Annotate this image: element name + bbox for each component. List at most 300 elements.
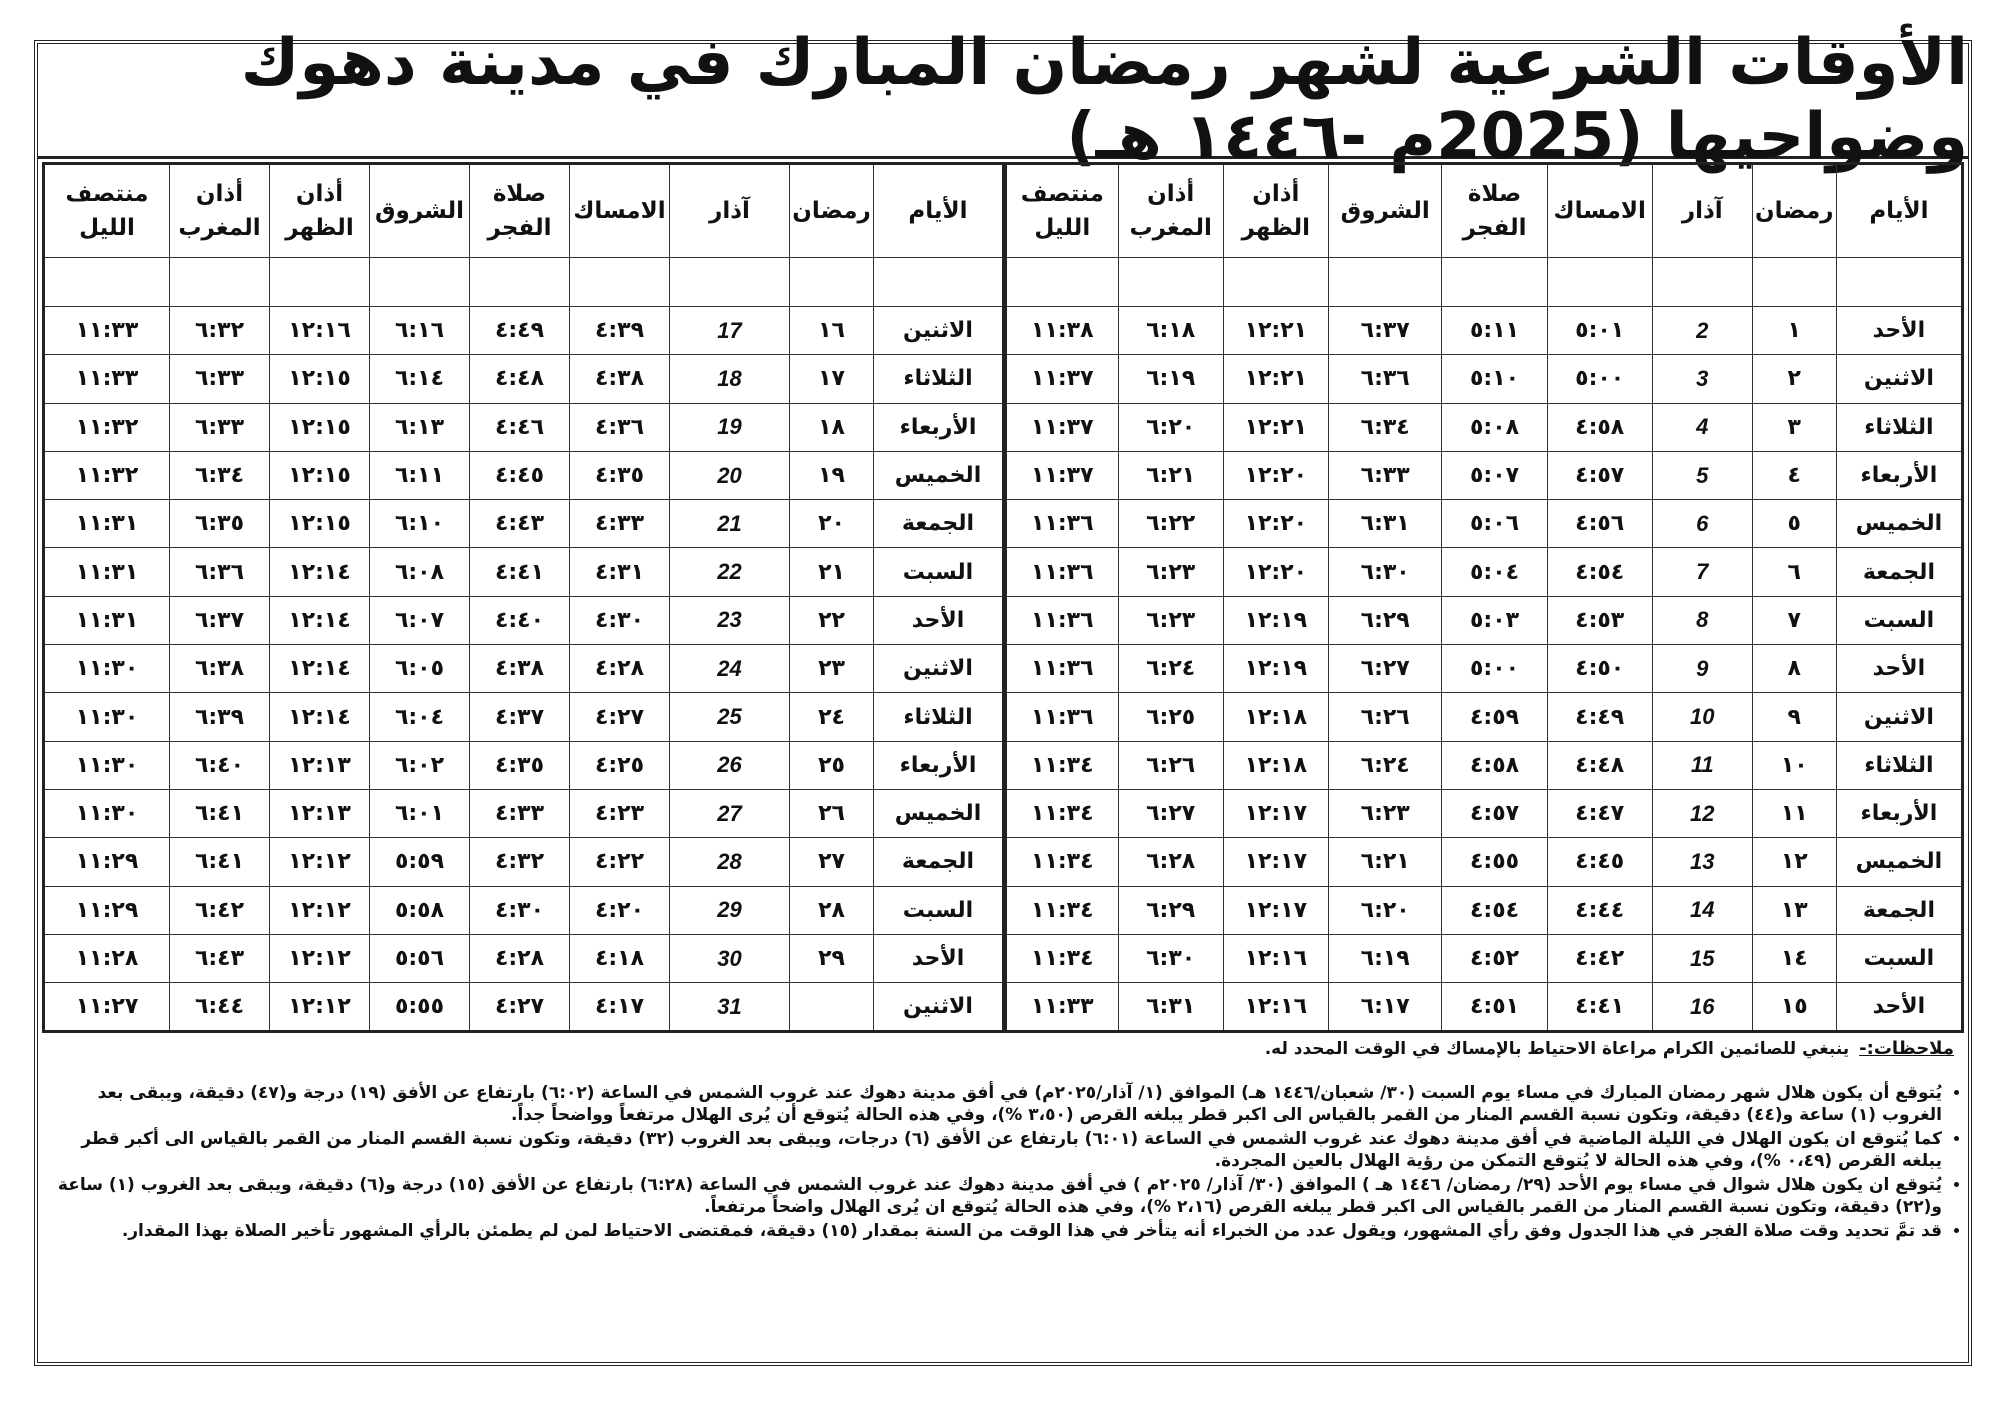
table-row xyxy=(44,500,1004,548)
table-row xyxy=(1006,403,1963,451)
ramadan-day-cell: ١٥ xyxy=(1752,983,1836,1032)
maghrib-time-cell: ٦:٤٤ xyxy=(170,983,270,1032)
dhuhr-time-cell: ١٢:١٤ xyxy=(270,693,370,741)
imsak-time-cell: ٤:٣٦ xyxy=(570,403,670,451)
imsak-time-cell: ٤:٣٨ xyxy=(570,355,670,403)
dhuhr-time-cell: ١٢:١٦ xyxy=(1223,934,1328,982)
imsak-time-cell: ٥:٠٠ xyxy=(1547,355,1652,403)
dhuhr-time-cell: ١٢:١٨ xyxy=(1223,741,1328,789)
maghrib-time-cell: ٦:٤٣ xyxy=(170,934,270,982)
sunrise-time-cell: ٦:٢٠ xyxy=(1328,886,1442,934)
march-date-cell: 21 xyxy=(670,500,790,548)
day-cell: الأحد xyxy=(1836,983,1962,1032)
notes-label: ملاحظات:- xyxy=(1859,1038,1954,1059)
sunrise-time-cell: ٥:٥٨ xyxy=(370,886,470,934)
imsak-time-cell: ٤:١٧ xyxy=(570,983,670,1032)
imsak-time-cell: ٤:٤٥ xyxy=(1547,838,1652,886)
dhuhr-time-cell: ١٢:٢٠ xyxy=(1223,500,1328,548)
day-cell: الثلاثاء xyxy=(1836,741,1962,789)
fajr-time-cell: ٥:٠٨ xyxy=(1442,403,1547,451)
day-cell: الاثنين xyxy=(874,645,1004,693)
march-date-cell: 4 xyxy=(1652,403,1752,451)
midnight-time-cell: ١١:٣٠ xyxy=(44,693,170,741)
sunrise-time-cell: ٦:٣٠ xyxy=(1328,548,1442,596)
table-row xyxy=(1006,355,1963,403)
ramadan-day-cell: ٢٤ xyxy=(790,693,874,741)
maghrib-time-cell: ٦:٣٩ xyxy=(170,693,270,741)
march-date-cell: 12 xyxy=(1652,789,1752,837)
sunrise-time-cell: ٦:٣٤ xyxy=(1328,403,1442,451)
sunrise-time-cell: ٦:٣٦ xyxy=(1328,355,1442,403)
day-cell: الثلاثاء xyxy=(874,355,1004,403)
column-header: أذان الظهر xyxy=(1223,164,1328,258)
sunrise-time-cell: ٦:٣١ xyxy=(1328,500,1442,548)
sunrise-time-cell: ٦:١٦ xyxy=(370,307,470,355)
imsak-time-cell: ٤:٥٧ xyxy=(1547,451,1652,499)
fajr-time-cell: ٤:٥٢ xyxy=(1442,934,1547,982)
dhuhr-time-cell: ١٢:١٧ xyxy=(1223,789,1328,837)
maghrib-time-cell: ٦:٢٠ xyxy=(1118,403,1223,451)
column-header: الامساك xyxy=(570,164,670,258)
dhuhr-time-cell: ١٢:٢٠ xyxy=(1223,451,1328,499)
fajr-time-cell: ٤:٤٠ xyxy=(470,596,570,644)
march-date-cell: 11 xyxy=(1652,741,1752,789)
imsak-time-cell: ٥:٠١ xyxy=(1547,307,1652,355)
imsak-time-cell: ٤:٢٨ xyxy=(570,645,670,693)
column-header: الأيام xyxy=(1836,164,1962,258)
day-cell: الاثنين xyxy=(1836,693,1962,741)
sunrise-time-cell: ٦:٢٩ xyxy=(1328,596,1442,644)
maghrib-time-cell: ٦:٣٢ xyxy=(170,307,270,355)
fajr-time-cell: ٤:٥٧ xyxy=(1442,789,1547,837)
ramadan-day-cell: ٩ xyxy=(1752,693,1836,741)
march-date-cell: 5 xyxy=(1652,451,1752,499)
maghrib-time-cell: ٦:٣٨ xyxy=(170,645,270,693)
column-header: منتصف الليل xyxy=(1006,164,1119,258)
table-row xyxy=(1006,934,1963,982)
maghrib-time-cell: ٦:٢٩ xyxy=(1118,886,1223,934)
sunrise-time-cell: ٦:١٧ xyxy=(1328,983,1442,1032)
ramadan-day-cell: ١٩ xyxy=(790,451,874,499)
march-date-cell: 30 xyxy=(670,934,790,982)
day-cell: الثلاثاء xyxy=(874,693,1004,741)
fajr-time-cell: ٤:٣٢ xyxy=(470,838,570,886)
ramadan-day-cell: ٢١ xyxy=(790,548,874,596)
day-cell: الأربعاء xyxy=(874,403,1004,451)
maghrib-time-cell: ٦:٣٥ xyxy=(170,500,270,548)
ramadan-day-cell: ٢٩ xyxy=(790,934,874,982)
dhuhr-time-cell: ١٢:١٦ xyxy=(270,307,370,355)
sunrise-time-cell: ٦:٠٨ xyxy=(370,548,470,596)
dhuhr-time-cell: ١٢:١٥ xyxy=(270,403,370,451)
midnight-time-cell: ١١:٢٨ xyxy=(44,934,170,982)
tables-area xyxy=(42,162,1964,1032)
dhuhr-time-cell: ١٢:١٣ xyxy=(270,789,370,837)
column-header: آذار xyxy=(1652,164,1752,258)
column-header: صلاة الفجر xyxy=(470,164,570,258)
day-cell: الجمعة xyxy=(1836,548,1962,596)
column-header: الامساك xyxy=(1547,164,1652,258)
table-row xyxy=(1006,838,1963,886)
fajr-time-cell: ٤:٢٨ xyxy=(470,934,570,982)
imsak-time-cell: ٤:٤٧ xyxy=(1547,789,1652,837)
maghrib-time-cell: ٦:٣٣ xyxy=(170,355,270,403)
ramadan-day-cell: ١٣ xyxy=(1752,886,1836,934)
column-header: صلاة الفجر xyxy=(1442,164,1547,258)
table-row xyxy=(44,596,1004,644)
ramadan-day-cell: ٣ xyxy=(1752,403,1836,451)
sunrise-time-cell: ٦:١٤ xyxy=(370,355,470,403)
imsak-time-cell: ٤:٤١ xyxy=(1547,983,1652,1032)
header-row xyxy=(44,164,1004,258)
maghrib-time-cell: ٦:٢٦ xyxy=(1118,741,1223,789)
imsak-time-cell: ٤:٣٩ xyxy=(570,307,670,355)
day-cell: الاثنين xyxy=(1836,355,1962,403)
imsak-time-cell: ٤:٢٥ xyxy=(570,741,670,789)
maghrib-time-cell: ٦:٢٢ xyxy=(1118,500,1223,548)
fajr-time-cell: ٤:٣٧ xyxy=(470,693,570,741)
sunrise-time-cell: ٦:٠٥ xyxy=(370,645,470,693)
midnight-time-cell: ١١:٣١ xyxy=(44,548,170,596)
table-row xyxy=(44,403,1004,451)
day-cell: الأربعاء xyxy=(1836,789,1962,837)
imsak-time-cell: ٤:٥٦ xyxy=(1547,500,1652,548)
march-date-cell: 23 xyxy=(670,596,790,644)
column-header: أذان الظهر xyxy=(270,164,370,258)
imsak-time-cell: ٤:٣١ xyxy=(570,548,670,596)
sunrise-time-cell: ٦:٠١ xyxy=(370,789,470,837)
notes-list xyxy=(48,1082,1958,1242)
column-header: الشروق xyxy=(1328,164,1442,258)
ramadan-day-cell: ٥ xyxy=(1752,500,1836,548)
midnight-time-cell: ١١:٣٠ xyxy=(44,789,170,837)
header-row xyxy=(1006,164,1963,258)
ramadan-day-cell: ١١ xyxy=(1752,789,1836,837)
fajr-time-cell: ٤:٤٦ xyxy=(470,403,570,451)
day-cell: الجمعة xyxy=(1836,886,1962,934)
march-date-cell: 10 xyxy=(1652,693,1752,741)
march-date-cell: 25 xyxy=(670,693,790,741)
spacer-row xyxy=(1006,258,1963,307)
column-header: الأيام xyxy=(874,164,1004,258)
maghrib-time-cell: ٦:٢٥ xyxy=(1118,693,1223,741)
table-row xyxy=(44,983,1004,1032)
midnight-time-cell: ١١:٣٦ xyxy=(1006,596,1119,644)
midnight-time-cell: ١١:٣١ xyxy=(44,596,170,644)
march-date-cell: 3 xyxy=(1652,355,1752,403)
table-row xyxy=(1006,983,1963,1032)
maghrib-time-cell: ٦:١٩ xyxy=(1118,355,1223,403)
note-item: • قد تمَّ تحديد وقت صلاة الفجر في هذا الجدول وفق رأي المشهور، ويقول عدد من الخبراء أنه يتأخر في هذا الوقت من السنة بمقدار (١٥) دقيقة، فمقتضى الاحتياط لمن لم يطمئن بالرأي المشهور تأخير الصلاة بهذا المقدار. xyxy=(48,1220,1942,1242)
maghrib-time-cell: ٦:٤١ xyxy=(170,838,270,886)
fajr-time-cell: ٤:٤١ xyxy=(470,548,570,596)
maghrib-time-cell: ٦:١٨ xyxy=(1118,307,1223,355)
table-row xyxy=(44,934,1004,982)
midnight-time-cell: ١١:٢٩ xyxy=(44,838,170,886)
fajr-time-cell: ٤:٣٨ xyxy=(470,645,570,693)
dhuhr-time-cell: ١٢:١٥ xyxy=(270,500,370,548)
fajr-time-cell: ٥:٠٦ xyxy=(1442,500,1547,548)
ramadan-day-cell: ٧ xyxy=(1752,596,1836,644)
table-row xyxy=(1006,693,1963,741)
ramadan-day-cell: ٢٧ xyxy=(790,838,874,886)
fajr-time-cell: ٤:٤٩ xyxy=(470,307,570,355)
spacer-row xyxy=(44,258,1004,307)
fajr-time-cell: ٥:٠٧ xyxy=(1442,451,1547,499)
day-cell: الاثنين xyxy=(874,307,1004,355)
ramadan-day-cell: ٦ xyxy=(1752,548,1836,596)
ramadan-day-cell: ٢٦ xyxy=(790,789,874,837)
imsak-time-cell: ٤:١٨ xyxy=(570,934,670,982)
fajr-time-cell: ٤:٤٨ xyxy=(470,355,570,403)
fajr-time-cell: ٥:١٠ xyxy=(1442,355,1547,403)
march-date-cell: 8 xyxy=(1652,596,1752,644)
day-cell: الأحد xyxy=(874,596,1004,644)
day-cell: السبت xyxy=(1836,934,1962,982)
midnight-time-cell: ١١:٣٧ xyxy=(1006,355,1119,403)
march-date-cell: 28 xyxy=(670,838,790,886)
table-row xyxy=(1006,548,1963,596)
midnight-time-cell: ١١:٣١ xyxy=(44,500,170,548)
ramadan-day-cell: ١٦ xyxy=(790,307,874,355)
imsak-time-cell: ٤:٤٨ xyxy=(1547,741,1652,789)
column-header: آذار xyxy=(670,164,790,258)
table-row xyxy=(44,307,1004,355)
midnight-time-cell: ١١:٣٧ xyxy=(1006,451,1119,499)
sunrise-time-cell: ٦:٠٤ xyxy=(370,693,470,741)
table-row xyxy=(1006,307,1963,355)
day-cell: الأربعاء xyxy=(1836,451,1962,499)
dhuhr-time-cell: ١٢:١٥ xyxy=(270,451,370,499)
day-cell: الخميس xyxy=(874,451,1004,499)
midnight-time-cell: ١١:٣٣ xyxy=(44,307,170,355)
dhuhr-time-cell: ١٢:١٩ xyxy=(1223,645,1328,693)
note-item: • يُتوقع ان يكون هلال شوال في مساء يوم الأحد (٢٩/ رمضان/ ١٤٤٦ هـ ) الموافق (٣٠/ آذار/ ٢٠٢٥م ) في أفق مدينة دهوك عند غروب الشمس في الساعة (٦:٢٨) بارتفاع عن الأفق (١٥) درجة و(٦) دقيقة، ويبقى بعد الغروب (١) ساعة و(٢٢) دقيقة، وتكون نسبة القسم المنار من القمر بالقياس الى اكبر قطر يبلغه القرص (٢،١٦ %)، وفي هذه الحالة يُتوقع ان يُرى الهلال واضحاً مرتفعاً. xyxy=(48,1174,1942,1218)
midnight-time-cell: ١١:٣٤ xyxy=(1006,838,1119,886)
midnight-time-cell: ١١:٣٠ xyxy=(44,645,170,693)
sunrise-time-cell: ٦:٠٧ xyxy=(370,596,470,644)
sunrise-time-cell: ٦:٣٣ xyxy=(1328,451,1442,499)
day-cell: الأحد xyxy=(1836,307,1962,355)
ramadan-day-cell: ٢٣ xyxy=(790,645,874,693)
maghrib-time-cell: ٦:٢٧ xyxy=(1118,789,1223,837)
midnight-time-cell: ١١:٣٧ xyxy=(1006,403,1119,451)
dhuhr-time-cell: ١٢:١٦ xyxy=(1223,983,1328,1032)
table-row xyxy=(1006,789,1963,837)
sunrise-time-cell: ٦:٢٤ xyxy=(1328,741,1442,789)
march-date-cell: 15 xyxy=(1652,934,1752,982)
midnight-time-cell: ١١:٣٨ xyxy=(1006,307,1119,355)
march-date-cell: 7 xyxy=(1652,548,1752,596)
midnight-time-cell: ١١:٣٦ xyxy=(1006,693,1119,741)
maghrib-time-cell: ٦:٢١ xyxy=(1118,451,1223,499)
maghrib-time-cell: ٦:٣٤ xyxy=(170,451,270,499)
table-row xyxy=(1006,451,1963,499)
imsak-time-cell: ٤:٢٣ xyxy=(570,789,670,837)
ramadan-day-cell: ٢ xyxy=(1752,355,1836,403)
march-date-cell: 16 xyxy=(1652,983,1752,1032)
column-header: الشروق xyxy=(370,164,470,258)
table-row xyxy=(44,838,1004,886)
day-cell: السبت xyxy=(874,886,1004,934)
midnight-time-cell: ١١:٣٤ xyxy=(1006,741,1119,789)
maghrib-time-cell: ٦:٤١ xyxy=(170,789,270,837)
dhuhr-time-cell: ١٢:١٤ xyxy=(270,596,370,644)
table-row xyxy=(44,741,1004,789)
table-row xyxy=(44,789,1004,837)
day-cell: الجمعة xyxy=(874,500,1004,548)
fajr-time-cell: ٤:٥٩ xyxy=(1442,693,1547,741)
fajr-time-cell: ٤:٥٤ xyxy=(1442,886,1547,934)
day-cell: الاثنين xyxy=(874,983,1004,1032)
imsak-time-cell: ٤:٢٧ xyxy=(570,693,670,741)
march-date-cell: 13 xyxy=(1652,838,1752,886)
imsak-time-cell: ٤:٤٩ xyxy=(1547,693,1652,741)
ramadan-day-cell: ١٢ xyxy=(1752,838,1836,886)
maghrib-time-cell: ٦:٢٤ xyxy=(1118,645,1223,693)
imsak-time-cell: ٤:٤٢ xyxy=(1547,934,1652,982)
note-item: • يُتوقع أن يكون هلال شهر رمضان المبارك في مساء يوم السبت (٣٠/ شعبان/١٤٤٦ هـ) الموافق (١/ آذار/٢٠٢٥م) في أفق مدينة دهوك عند غروب الشمس في الساعة (٦:٠٢) بارتفاع عن الأفق (١٩) درجة و(٤٧) دقيقة، ويبقى بعد الغروب (١) ساعة و(٤٤) دقيقة، وتكون نسبة القسم المنار من القمر بالقياس الى اكبر قطر يبلغه القرص (٣،٥٠ %)، وفي هذه الحالة يُتوقع أن يُرى الهلال مرتفعاً وواضحاً جداً. xyxy=(48,1082,1942,1126)
sunrise-time-cell: ٦:١٣ xyxy=(370,403,470,451)
ramadan-day-cell: ١٧ xyxy=(790,355,874,403)
march-date-cell: 18 xyxy=(670,355,790,403)
dhuhr-time-cell: ١٢:١٢ xyxy=(270,983,370,1032)
midnight-time-cell: ١١:٣٣ xyxy=(1006,983,1119,1032)
fajr-time-cell: ٤:٣٥ xyxy=(470,741,570,789)
midnight-time-cell: ١١:٣٠ xyxy=(44,741,170,789)
ramadan-day-cell: ١٤ xyxy=(1752,934,1836,982)
table-row xyxy=(1006,645,1963,693)
table-row xyxy=(1006,886,1963,934)
maghrib-time-cell: ٦:٢٣ xyxy=(1118,548,1223,596)
imsak-time-cell: ٤:٣٣ xyxy=(570,500,670,548)
maghrib-time-cell: ٦:٢٨ xyxy=(1118,838,1223,886)
march-date-cell: 26 xyxy=(670,741,790,789)
timetable-left xyxy=(42,162,1005,1033)
imsak-time-cell: ٤:٥٣ xyxy=(1547,596,1652,644)
ramadan-day-cell: ١٨ xyxy=(790,403,874,451)
sunrise-time-cell: ٦:٢٧ xyxy=(1328,645,1442,693)
maghrib-time-cell: ٦:٣٠ xyxy=(1118,934,1223,982)
column-header: أذان المغرب xyxy=(1118,164,1223,258)
fajr-time-cell: ٤:٥١ xyxy=(1442,983,1547,1032)
maghrib-time-cell: ٦:٢٣ xyxy=(1118,596,1223,644)
dhuhr-time-cell: ١٢:١٤ xyxy=(270,548,370,596)
dhuhr-time-cell: ١٢:٢٠ xyxy=(1223,548,1328,596)
dhuhr-time-cell: ١٢:١٩ xyxy=(1223,596,1328,644)
sunrise-time-cell: ٦:١٠ xyxy=(370,500,470,548)
dhuhr-time-cell: ١٢:١٨ xyxy=(1223,693,1328,741)
maghrib-time-cell: ٦:٣١ xyxy=(1118,983,1223,1032)
march-date-cell: 27 xyxy=(670,789,790,837)
march-date-cell: 20 xyxy=(670,451,790,499)
ramadan-day-cell: ٨ xyxy=(1752,645,1836,693)
table-row xyxy=(1006,596,1963,644)
column-header: منتصف الليل xyxy=(44,164,170,258)
dhuhr-time-cell: ١٢:١٤ xyxy=(270,645,370,693)
table-row xyxy=(44,886,1004,934)
fajr-time-cell: ٥:٠٤ xyxy=(1442,548,1547,596)
march-date-cell: 31 xyxy=(670,983,790,1032)
sunrise-time-cell: ٦:٢٦ xyxy=(1328,693,1442,741)
day-cell: الثلاثاء xyxy=(1836,403,1962,451)
maghrib-time-cell: ٦:٤٢ xyxy=(170,886,270,934)
sunrise-time-cell: ٥:٥٦ xyxy=(370,934,470,982)
day-cell: السبت xyxy=(1836,596,1962,644)
page-frame xyxy=(34,26,1972,1366)
midnight-time-cell: ١١:٣٣ xyxy=(44,355,170,403)
table-row xyxy=(44,451,1004,499)
sunrise-time-cell: ٦:٢٣ xyxy=(1328,789,1442,837)
ramadan-day-cell: ٢٠ xyxy=(790,500,874,548)
day-cell: الخميس xyxy=(1836,838,1962,886)
sunrise-time-cell: ٦:٣٧ xyxy=(1328,307,1442,355)
march-date-cell: 6 xyxy=(1652,500,1752,548)
imsak-time-cell: ٤:٥٨ xyxy=(1547,403,1652,451)
fajr-time-cell: ٤:٥٨ xyxy=(1442,741,1547,789)
fajr-time-cell: ٥:٠٣ xyxy=(1442,596,1547,644)
notes-intro: ينبغي للصائمين الكرام مراعاة الاحتياط بالإمساك في الوقت المحدد له. xyxy=(1264,1039,1850,1059)
ramadan-day-cell: ١٠ xyxy=(1752,741,1836,789)
maghrib-time-cell: ٦:٣٦ xyxy=(170,548,270,596)
dhuhr-time-cell: ١٢:٢١ xyxy=(1223,403,1328,451)
imsak-time-cell: ٤:٣٠ xyxy=(570,596,670,644)
table-row xyxy=(1006,500,1963,548)
dhuhr-time-cell: ١٢:١٧ xyxy=(1223,886,1328,934)
column-header: رمضان xyxy=(790,164,874,258)
fajr-time-cell: ٤:٣٣ xyxy=(470,789,570,837)
day-cell: الأحد xyxy=(874,934,1004,982)
march-date-cell: 19 xyxy=(670,403,790,451)
table-row xyxy=(44,645,1004,693)
midnight-time-cell: ١١:٣٦ xyxy=(1006,645,1119,693)
sunrise-time-cell: ٦:١٩ xyxy=(1328,934,1442,982)
day-cell: الجمعة xyxy=(874,838,1004,886)
dhuhr-time-cell: ١٢:١٢ xyxy=(270,838,370,886)
note-item: • كما يُتوقع ان يكون الهلال في الليلة الماضية في أفق مدينة دهوك عند غروب الشمس في الساعة (٦:٠١) بارتفاع عن الأفق (٦) درجات، ويبقى بعد الغروب (٣٢) دقيقة، وتكون نسبة القسم المنار من القمر بالقياس الى أكبر قطر يبلغه القرص (٠،٤٩ %)، وفي هذه الحالة لا يُتوقع التمكن من رؤية الهلال بالعين المجردة. xyxy=(48,1128,1942,1172)
maghrib-time-cell: ٦:٣٣ xyxy=(170,403,270,451)
midnight-time-cell: ١١:٣٦ xyxy=(1006,500,1119,548)
timetable-right xyxy=(1004,162,1964,1033)
march-date-cell: 2 xyxy=(1652,307,1752,355)
notes-header xyxy=(48,1038,1954,1060)
ramadan-day-cell: ٢٢ xyxy=(790,596,874,644)
day-cell: السبت xyxy=(874,548,1004,596)
midnight-time-cell: ١١:٣٤ xyxy=(1006,934,1119,982)
dhuhr-time-cell: ١٢:١٣ xyxy=(270,741,370,789)
dhuhr-time-cell: ١٢:١٥ xyxy=(270,355,370,403)
dhuhr-time-cell: ١٢:٢١ xyxy=(1223,307,1328,355)
table-row xyxy=(44,355,1004,403)
march-date-cell: 9 xyxy=(1652,645,1752,693)
midnight-time-cell: ١١:٣٦ xyxy=(1006,548,1119,596)
ramadan-day-cell: ٤ xyxy=(1752,451,1836,499)
imsak-time-cell: ٤:٢٢ xyxy=(570,838,670,886)
midnight-time-cell: ١١:٢٧ xyxy=(44,983,170,1032)
march-date-cell: 24 xyxy=(670,645,790,693)
midnight-time-cell: ١١:٣٤ xyxy=(1006,886,1119,934)
sunrise-time-cell: ٦:١١ xyxy=(370,451,470,499)
midnight-time-cell: ١١:٣٢ xyxy=(44,403,170,451)
sunrise-time-cell: ٦:٠٢ xyxy=(370,741,470,789)
imsak-time-cell: ٤:٢٠ xyxy=(570,886,670,934)
ramadan-day-cell: ٢٥ xyxy=(790,741,874,789)
table-row xyxy=(44,693,1004,741)
fajr-time-cell: ٤:٣٠ xyxy=(470,886,570,934)
march-date-cell: 14 xyxy=(1652,886,1752,934)
imsak-time-cell: ٤:٥٠ xyxy=(1547,645,1652,693)
march-date-cell: 29 xyxy=(670,886,790,934)
